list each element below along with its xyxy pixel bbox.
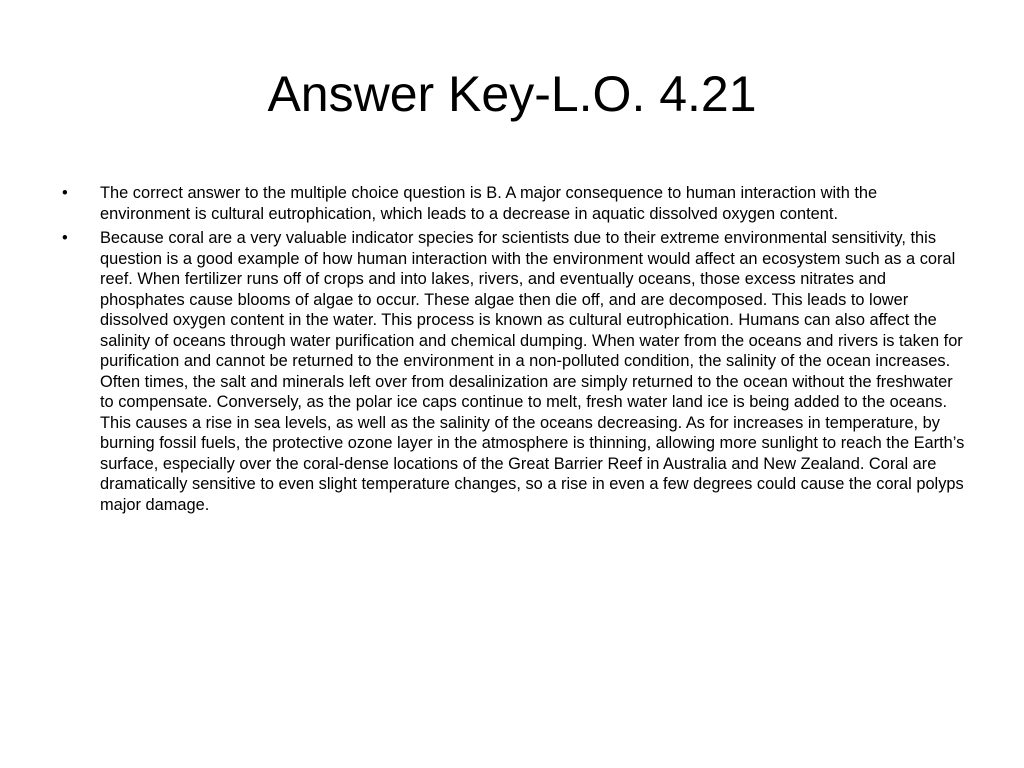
bullet-item-1 — [60, 183, 970, 224]
bullet-item-2 — [60, 228, 970, 515]
bullet-text-2: Because coral are a very valuable indicator species for scientists due to their extreme environmental sensitivity, this question is a good example of how human interaction with the environment would affect an ecosystem such as a coral reef. When fertilizer runs off of crops and into lakes, rivers, and eventually oceans, those excess nitrates and phosphates cause blooms of algae to occur. These algae then die off, and are decomposed. This leads to lower dissolved oxygen content in the water. This process is known as cultural eutrophication. Humans can also affect the salinity of oceans through water purification and chemical dumping. When water from the oceans and rivers is taken for purification and cannot be returned to the environment in a non-polluted condition, the salinity of the ocean increases. Often times, the salt and minerals left over from desalinization are simply returned to the ocean without the freshwater to compensate. Conversely, as the polar ice caps continue to melt, fresh water land ice is being added to the oceans. This causes a rise in sea levels, as well as the salinity of the oceans decreasing. As for increases in temperature, by burning fossil fuels, the protective ozone layer in the atmosphere is thinning, allowing more sunlight to reach the Earth’s surface, especially over the coral-dense locations of the Great Barrier Reef in Australia and New Zealand. Coral are dramatically sensitive to even slight temperature changes, so a rise in even a few degrees could cause the coral polyps major damage. — [100, 229, 965, 514]
bullet-dot-icon: • — [62, 229, 68, 247]
bullet-list — [60, 183, 970, 519]
slide-title: Answer Key-L.O. 4.21 — [267, 66, 757, 122]
bullet-dot-icon: • — [62, 184, 68, 202]
bullet-text-1: The correct answer to the multiple choice question is B. A major consequence to human interaction with the environment is cultural eutrophication, which leads to a decrease in aquatic dissolved oxygen content. — [100, 184, 878, 223]
